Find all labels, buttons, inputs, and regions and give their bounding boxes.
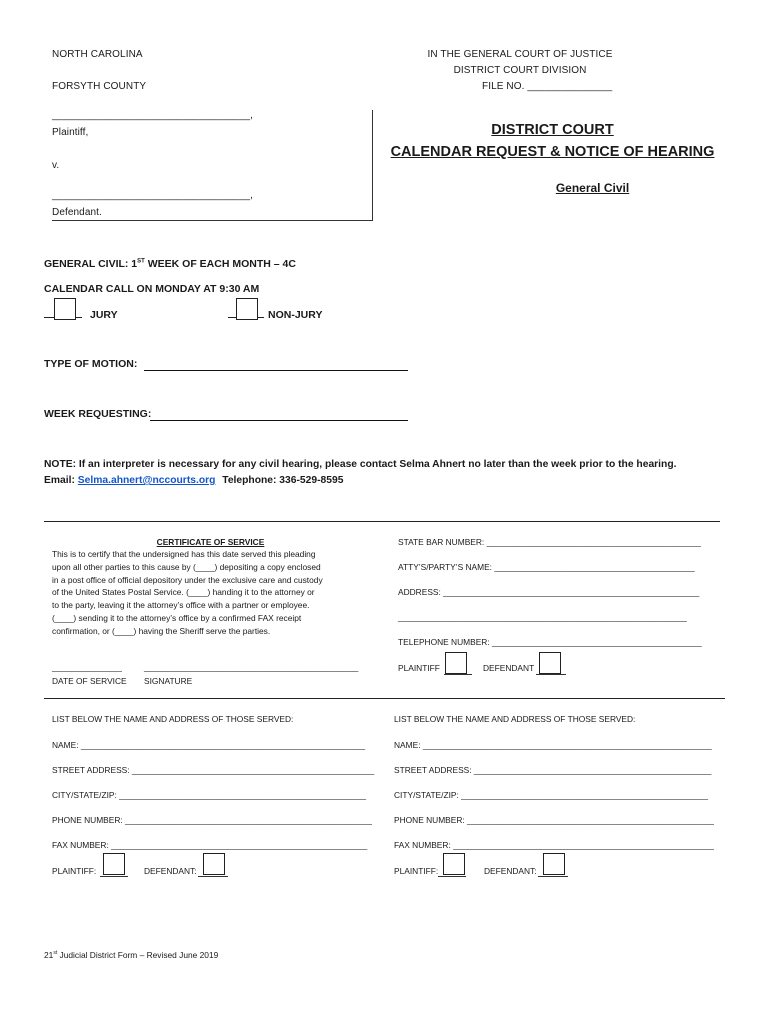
served-right-plaintiff-label: PLAINTIFF: [394,866,439,876]
document-title: DISTRICT COURT [491,122,614,138]
served-left-plaintiff-underline [100,876,128,877]
date-of-service-field[interactable]: _______________ [52,662,122,672]
certificate-heading: CERTIFICATE OF SERVICE [156,537,265,547]
served-left-defendant-underline [198,876,228,877]
general-civil-schedule: GENERAL CIVIL: 1ST WEEK OF EACH MONTH – 4C [44,258,296,270]
jury-label: JURY [90,309,118,321]
served-left-plaintiff-label: PLAINTIFF: [52,866,97,876]
case-type-label: General Civil [555,181,630,195]
court-line-2: DISTRICT COURT DIVISION [453,65,587,76]
served-right-defendant-underline [538,876,568,877]
attorney-defendant-checkbox[interactable] [539,652,561,674]
form-footer: 21st Judicial District Form – Revised June 2019 [44,950,219,960]
attorney-plaintiff-underline [444,674,472,675]
served-right-plaintiff-underline [438,876,466,877]
court-line-1: IN THE GENERAL COURT OF JUSTICE [427,49,613,60]
interpreter-note: NOTE: If an interpreter is necessary for any civil hearing, please contact Selma Ahnert no later than the week prior to the hearing. [44,459,677,470]
date-of-service-label: DATE OF SERVICE [52,676,127,686]
document-subtitle: CALENDAR REQUEST & NOTICE OF HEARING [390,144,715,160]
served-right-city-field[interactable]: CITY/STATE/ZIP: _____________________________________________________ [394,790,709,800]
type-of-motion-label: TYPE OF MOTION: [44,358,138,370]
caption-divider-vertical [372,110,373,220]
served-right-defendant-label: DEFENDANT: [484,866,537,876]
defendant-name-field[interactable]: ___________________________________, [52,190,254,201]
plaintiff-name-field[interactable]: ___________________________________, [52,110,254,121]
plaintiff-label: Plaintiff, [52,127,89,138]
served-left-name-field[interactable]: NAME: _____________________________________________________________ [52,740,365,750]
served-left-city-field[interactable]: CITY/STATE/ZIP: _____________________________________________________ [52,790,367,800]
served-right-phone-field[interactable]: PHONE NUMBER: _____________________________________________________ [394,815,714,825]
type-of-motion-field[interactable] [144,370,408,371]
county-name: FORSYTH COUNTY [52,81,147,92]
attorney-defendant-label: DEFENDANT [483,663,535,673]
served-right-street-field[interactable]: STREET ADDRESS: ___________________________________________________ [394,765,712,775]
signature-label: SIGNATURE [144,676,193,686]
nonjury-label: NON-JURY [268,309,323,321]
atty-party-name-field[interactable]: ATTY’S/PARTY’S NAME: ___________________________________________ [398,562,695,572]
served-right-heading: LIST BELOW THE NAME AND ADDRESS OF THOSE SERVED: [394,714,636,724]
served-right-fax-field[interactable]: FAX NUMBER: ________________________________________________________ [394,840,714,850]
signature-field[interactable]: ______________________________________________ [144,662,359,672]
contact-line [44,475,343,486]
telephone-text: Telephone: 336-529-8595 [222,475,344,486]
file-number-field[interactable]: FILE NO. _______________ [482,81,613,92]
attorney-plaintiff-label: PLAINTIFF [398,663,440,673]
address-field[interactable]: ADDRESS: _______________________________________________________ [398,587,700,597]
state-bar-number-field[interactable]: STATE BAR NUMBER: ______________________________________________ [398,537,701,547]
certificate-body: This is to certify that the undersigned has this date served this pleading upon all other parties to this cause by (____) depositing a copy enclosed in a post office of official depository under the exclusive care and custody of the United States Postal Service. (____) handing it to the attorney or to the party, leaving it the attorney’s office with a partner or employee. (____) sending it to the attorney’s office by a confirmed FAX receipt confirmation, or (____) having the Sheriff serve the parties. [52,549,323,636]
served-right-name-field[interactable]: NAME: ______________________________________________________________ [394,740,712,750]
address-line-2-field[interactable]: ______________________________________________________________ [398,612,687,622]
nonjury-checkbox[interactable] [236,298,258,320]
telephone-number-field[interactable]: TELEPHONE NUMBER: _____________________________________________ [398,637,702,647]
email-label: Email: [44,475,75,486]
section-divider-2 [44,698,725,699]
served-left-defendant-checkbox[interactable] [203,853,225,875]
served-left-street-field[interactable]: STREET ADDRESS: ____________________________________________________ [52,765,375,775]
state-name: NORTH CAROLINA [52,49,143,60]
week-requesting-label: WEEK REQUESTING: [44,408,152,420]
served-left-plaintiff-checkbox[interactable] [103,853,125,875]
versus-label: v. [52,160,60,171]
section-divider-1 [44,521,720,522]
attorney-defendant-underline [536,674,566,675]
attorney-plaintiff-checkbox[interactable] [445,652,467,674]
jury-checkbox[interactable] [54,298,76,320]
served-left-phone-field[interactable]: PHONE NUMBER: _____________________________________________________ [52,815,372,825]
served-left-fax-field[interactable]: FAX NUMBER: _______________________________________________________ [52,840,368,850]
week-requesting-field[interactable] [150,420,408,421]
defendant-label: Defendant. [52,207,102,218]
calendar-call-label: CALENDAR CALL ON MONDAY AT 9:30 AM [44,283,260,295]
served-left-defendant-label: DEFENDANT: [144,866,197,876]
served-left-heading: LIST BELOW THE NAME AND ADDRESS OF THOSE SERVED: [52,714,294,724]
email-link[interactable]: Selma.ahnert@nccourts.org [77,475,216,486]
served-right-defendant-checkbox[interactable] [543,853,565,875]
caption-divider-horizontal [52,220,373,221]
served-right-plaintiff-checkbox[interactable] [443,853,465,875]
